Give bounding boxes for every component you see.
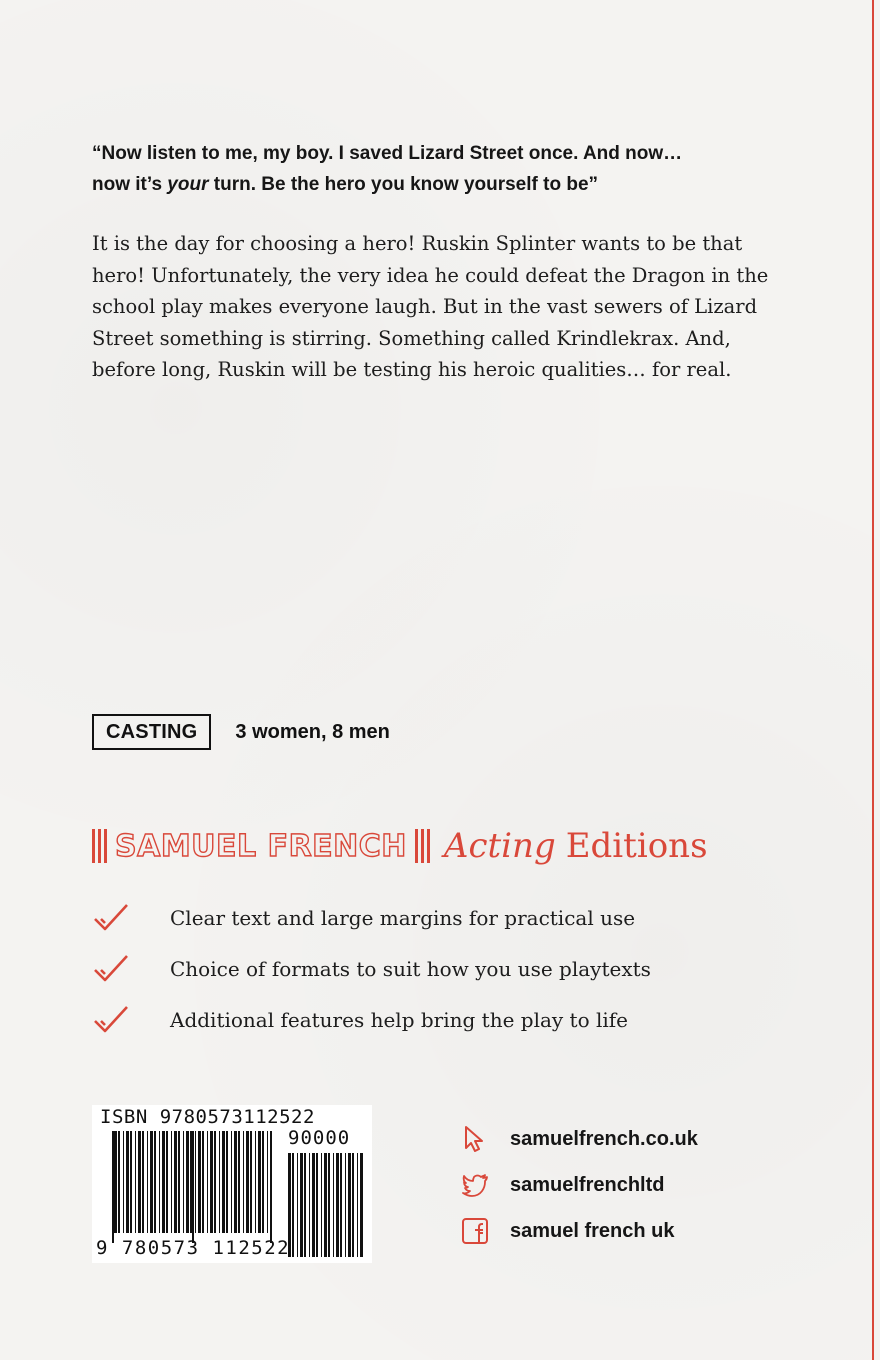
barcode-bar <box>130 1131 132 1233</box>
barcode-bar <box>174 1131 177 1233</box>
quote-emphasis: your <box>167 174 209 195</box>
barcode-bar <box>135 1131 136 1233</box>
barcode-bar <box>258 1131 261 1233</box>
casting-info <box>92 714 390 750</box>
feature-text: Additional features help bring the play to life <box>170 1007 629 1032</box>
barcode-bar <box>255 1131 256 1233</box>
barcode-bar <box>118 1131 120 1233</box>
feature-text: Choice of formats to suit how you use playtexts <box>170 956 651 981</box>
barcode-bar <box>162 1131 165 1233</box>
barcode-bar <box>312 1153 315 1257</box>
addon-code: 90000 <box>288 1127 351 1149</box>
feature-list <box>92 892 792 1045</box>
feature-item <box>92 994 792 1045</box>
barcode-bar <box>195 1131 196 1233</box>
barcode-bar <box>300 1153 303 1257</box>
synopsis: It is the day for choosing a hero! Ruskin Splinter wants to be that hero! Unfortunately, the very idea he could defeat the Dragon in the school play makes everyone laugh. But in the vast sewers of Lizard Street something is stirring. Something called Krindlekrax. And, before long, Ruskin will be testing his heroic qualities… for real. <box>92 232 769 381</box>
barcode-bar <box>138 1131 141 1233</box>
barcode-bar <box>345 1153 346 1257</box>
barcode-bar <box>328 1153 330 1257</box>
barcode-bar <box>292 1153 294 1257</box>
barcode-bar <box>147 1131 148 1233</box>
cursor-icon <box>460 1124 490 1154</box>
barcode-bar <box>214 1131 216 1233</box>
feature-text: Clear text and large margins for practical use <box>170 905 636 930</box>
edge-line <box>872 0 874 1360</box>
barcode-bar <box>297 1153 298 1257</box>
barcode-bar <box>171 1131 172 1233</box>
barcode-bar <box>123 1131 124 1233</box>
barcode-bar <box>190 1131 192 1233</box>
barcode-bar <box>304 1153 306 1257</box>
barcode-bar <box>150 1131 153 1233</box>
contact-website[interactable] <box>460 1116 698 1162</box>
barcode-bar <box>250 1131 252 1233</box>
barcode-bar <box>186 1131 189 1233</box>
barcode-bar <box>126 1131 129 1233</box>
quote-line-2b: turn. Be the hero you know yourself to be” <box>208 174 599 195</box>
barcode-bar <box>357 1153 358 1257</box>
checkmark-icon <box>92 950 130 988</box>
barcode-bar <box>159 1131 160 1233</box>
feature-item <box>92 943 792 994</box>
contact-facebook[interactable] <box>460 1208 698 1254</box>
facebook-name[interactable]: samuel french uk <box>510 1219 675 1242</box>
barcode-bar <box>226 1131 228 1233</box>
brand-name: SAMUEL FRENCH <box>115 828 407 864</box>
barcode-bar <box>238 1131 240 1233</box>
barcode-bar <box>234 1131 237 1233</box>
contact-twitter[interactable] <box>460 1162 698 1208</box>
barcode-bar <box>210 1131 213 1233</box>
feature-item <box>92 892 792 943</box>
barcode-bar <box>207 1131 208 1233</box>
barcode-bar <box>183 1131 184 1233</box>
barcode-guard-bar <box>192 1131 194 1243</box>
brand-acting: Acting <box>443 826 556 866</box>
barcode-bar <box>324 1153 327 1257</box>
barcode-bar <box>321 1153 322 1257</box>
barcode-bar <box>336 1153 339 1257</box>
barcode-bar <box>340 1153 342 1257</box>
barcode-bar <box>316 1153 318 1257</box>
brand-logo <box>92 820 708 872</box>
barcode-bar <box>198 1131 201 1233</box>
twitter-icon <box>460 1170 490 1200</box>
barcode-guard-bar <box>112 1131 114 1243</box>
pull-quote <box>92 138 792 200</box>
barcode-digits: 9 780573 112522 <box>96 1237 291 1259</box>
website-link[interactable]: samuelfrench.co.uk <box>510 1127 698 1150</box>
logo-bars-left <box>92 829 107 863</box>
barcode-bar <box>222 1131 225 1233</box>
isbn-barcode <box>92 1105 372 1263</box>
barcode-bar <box>142 1131 144 1233</box>
barcode-bar <box>219 1131 220 1233</box>
barcode-bar <box>262 1131 264 1233</box>
quote-line-1: “Now listen to me, my boy. I saved Lizard Street once. And now… <box>92 143 683 164</box>
barcode-bar <box>267 1131 268 1233</box>
barcode-bar <box>166 1131 168 1233</box>
barcode-bar <box>154 1131 156 1233</box>
barcode-bar <box>114 1131 117 1233</box>
facebook-icon <box>460 1216 490 1246</box>
checkmark-icon <box>92 1001 130 1039</box>
barcode-bar <box>246 1131 249 1233</box>
barcode-bar <box>333 1153 334 1257</box>
casting-value: 3 women, 8 men <box>235 720 390 743</box>
barcode-bar <box>243 1131 244 1233</box>
quote-line-2a: now it’s <box>92 174 168 195</box>
checkmark-icon <box>92 899 130 937</box>
barcode-bar <box>231 1131 232 1233</box>
brand-editions: Editions <box>565 826 708 866</box>
barcode-bar <box>309 1153 310 1257</box>
casting-label: CASTING <box>92 714 211 750</box>
barcode-bar <box>178 1131 180 1233</box>
twitter-handle[interactable]: samuelfrenchltd <box>510 1173 665 1196</box>
barcode-bar <box>352 1153 354 1257</box>
barcode-bar <box>360 1153 363 1257</box>
isbn-label: ISBN 9780573112522 <box>100 1106 315 1128</box>
barcode-bar <box>202 1131 204 1233</box>
barcode-bar <box>348 1153 351 1257</box>
logo-bars-right <box>415 829 430 863</box>
barcode-guard-bar <box>270 1131 272 1243</box>
contact-list <box>460 1116 698 1254</box>
